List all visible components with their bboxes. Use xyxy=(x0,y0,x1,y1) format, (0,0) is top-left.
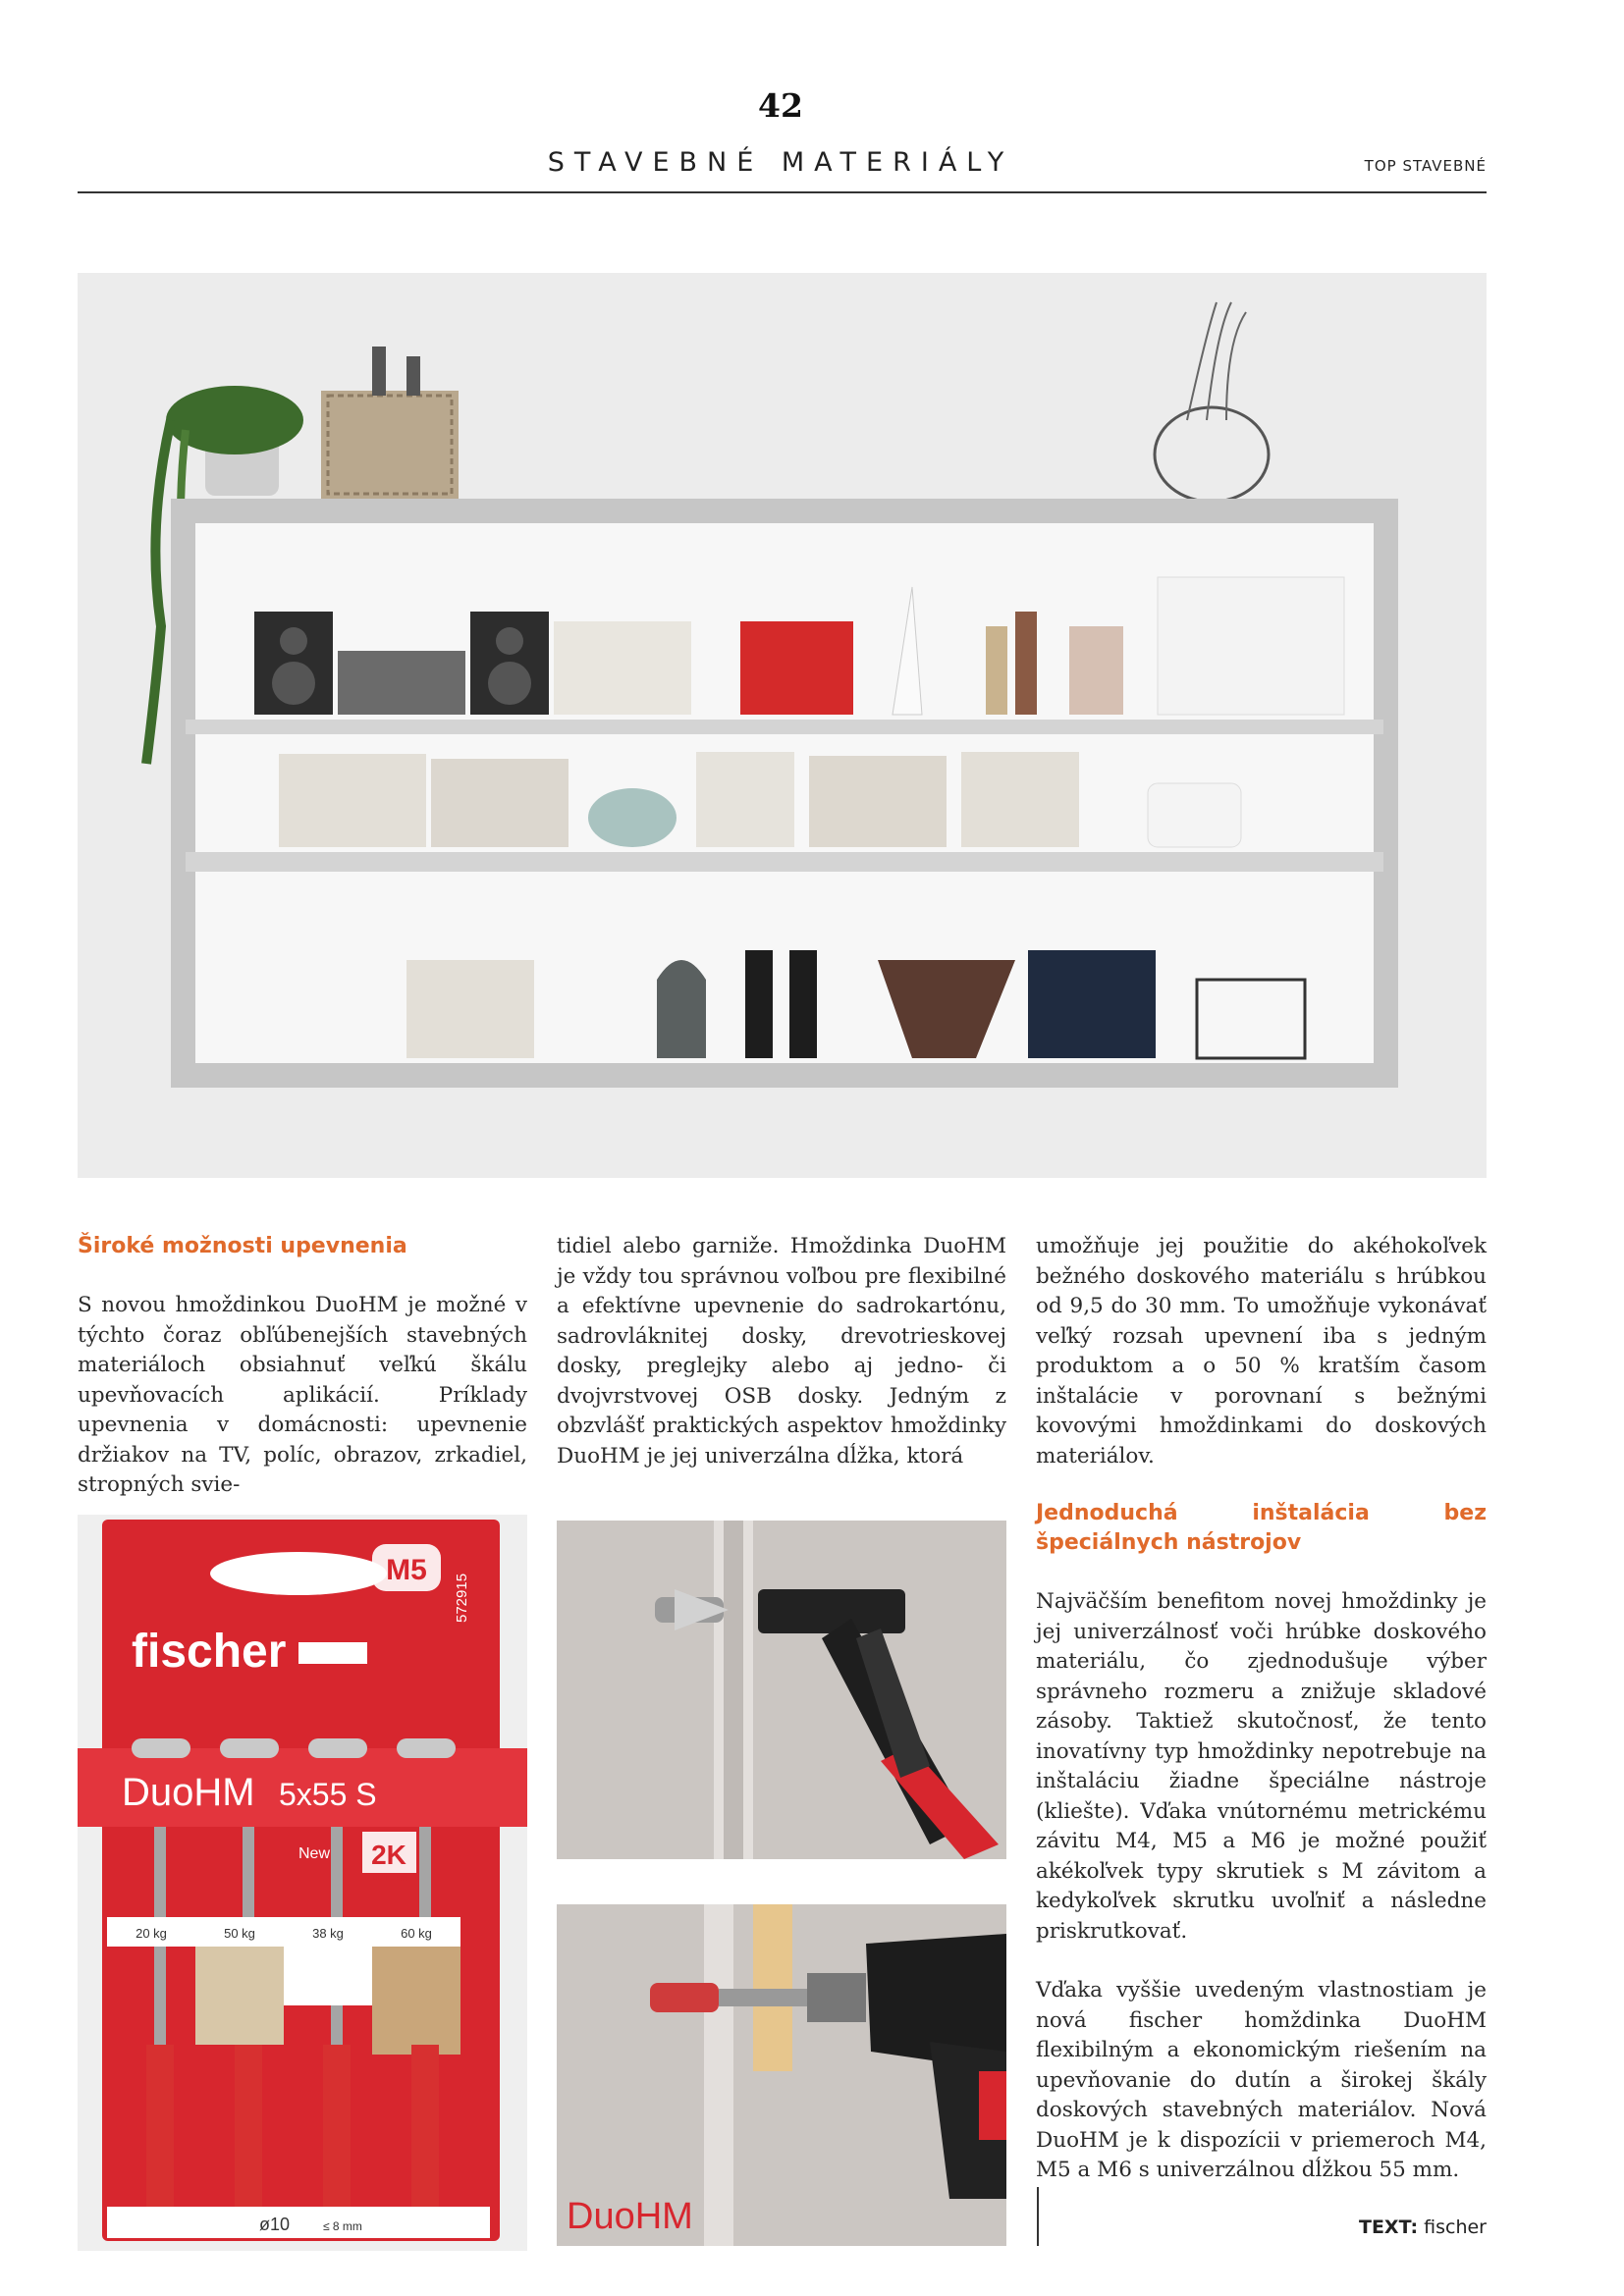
text-credit xyxy=(1359,2216,1487,2238)
credit-name: fischer xyxy=(1424,2216,1487,2238)
package-illustration xyxy=(78,1515,527,2251)
size-badge: M5 xyxy=(386,1554,427,1586)
load-label-1: 20 kg xyxy=(135,1926,167,1941)
column-divider xyxy=(1037,2187,1039,2246)
section-title: STAVEBNÉ MATERIÁLY xyxy=(547,147,1014,178)
page-number: 42 xyxy=(758,86,803,125)
product-size: 5x55 S xyxy=(279,1777,377,1812)
thickness-label: ≤ 8 mm xyxy=(323,2219,362,2233)
heading-easy-install: Jednoduchá inštalácia bez špeciálnych nástrojov xyxy=(1036,1501,1487,1555)
tech-sub: Technology xyxy=(368,1873,409,1882)
product-name: DuoHM xyxy=(122,1771,255,1814)
credit-label: TEXT: xyxy=(1358,2216,1419,2238)
text-column-3 xyxy=(1036,1232,1487,2186)
load-label-4: 60 kg xyxy=(401,1926,432,1941)
paragraph-col3-intro: umožňuje jej použitie do akéhokoľvek bežného doskového materiálu s hrúbkou od 9,5 do 30 mm. To umožňuje vykonávať veľký rozsah upevnení iba s jedným produktom a o 50 % kratším časom inštalácie v porovnaní s bežnými kovovými hmoždinkami do doskových materiálov. xyxy=(1036,1234,1487,1468)
tool-illustration xyxy=(557,1521,1006,1859)
shelf-illustration xyxy=(78,273,1487,1178)
paragraph-col1: S novou hmoždinkou DuoHM je možné v týchto čoraz obľúbenejších stavebných materiáloch obsiahnuť veľkú škálu upevňovacích aplikácií. Príklady upevnenia v domácnosti: upevnenie držiakov na TV, políc, obrazov, zrkadiel, stropných svie- xyxy=(78,1293,527,1497)
brand-logo-text: fischer xyxy=(132,1626,287,1678)
product-package-photo xyxy=(78,1515,527,2251)
install-caption: DuoHM xyxy=(567,2196,693,2237)
drill-illustration xyxy=(557,1904,1006,2246)
load-label-2: 50 kg xyxy=(224,1926,255,1941)
installation-drill-photo xyxy=(557,1904,1006,2246)
new-label: New xyxy=(298,1845,331,1862)
diameter-label: ø10 xyxy=(259,2215,291,2234)
paragraph-summary: Vďaka vyššie uvedeným vlastnostiam je nová fischer homždinka DuoHM flexibilným a ekonomickým riešením na upevňovanie do dutín a širokej škály doskových stavebných materiálov. Nová DuoHM je k dispozícii v priemeroch M4, M5 a M6 s univerzálnou dĺžkou 55 mm. xyxy=(1036,1978,1487,2182)
header-rule xyxy=(78,191,1487,193)
load-label-3: 38 kg xyxy=(312,1926,344,1941)
text-column-2 xyxy=(557,1232,1006,1471)
paragraph-col2: tidiel alebo garniže. Hmoždinka DuoHM je vždy tou správnou voľbou pre flexibilné a efektívne upevnenie do sadrokartónu, sadrovláknitej dosky, drevotrieskovej dosky, preglejky alebo aj jedno- či dvojvrstvovej OSB dosky. Jedným z obzvlášť praktických aspektov hmoždinky DuoHM je jej univerzálna dĺžka, ktorá xyxy=(557,1234,1006,1468)
installation-tool-photo xyxy=(557,1521,1006,1859)
top-label: TOP STAVEBNÉ xyxy=(1364,157,1487,175)
hero-shelf-photo xyxy=(78,273,1487,1178)
article-code: 572915 xyxy=(454,1573,470,1623)
brand-fish-icon xyxy=(298,1642,367,1664)
tech-badge: 2K xyxy=(371,1840,406,1870)
text-column-1 xyxy=(78,1232,527,1501)
heading-wide-options: Široké možnosti upevnenia xyxy=(78,1234,407,1258)
paragraph-benefits: Najväčším benefitom novej hmoždinky je jej univerzálnosť voči hrúbke doskového materiálu, čo zjednodušuje výber správneho rozmeru a znižuje skladové zásoby. Taktiež skutočnosť, že tento inovatívny typ hmoždinky nepotrebuje na inštaláciu žiadne špeciálne nástroje (kliešte). Vďaka vnútornému metrickému závitu M4, M5 a M6 je možné použiť akékoľvek typy skrutiek s M závitom a kedykoľvek skrutku uvoľniť a následne priskrutkovať. xyxy=(1036,1589,1487,1944)
